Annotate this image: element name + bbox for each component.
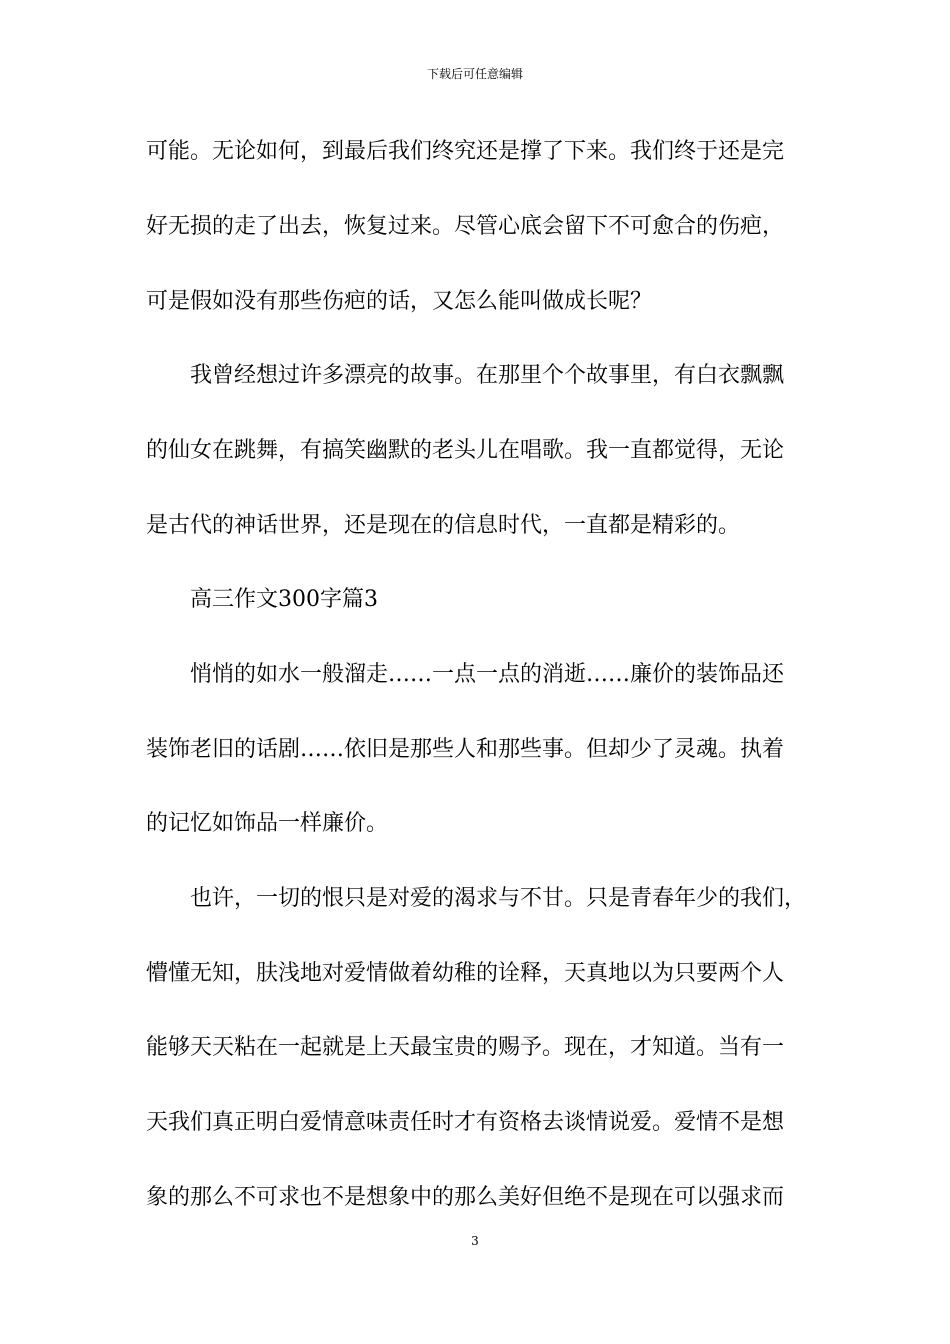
- body-line: 可是假如没有那些伤疤的话，又怎么能叫做成长呢？: [146, 289, 653, 314]
- body-line: 能够天天粘在一起就是上天最宝贵的赐予。现在，才知道。当有一: [146, 1035, 785, 1060]
- page-number: 3: [471, 1234, 479, 1248]
- page-header: 下载后可任意编辑: [426, 67, 523, 81]
- body-line: 装饰老旧的话剧……依旧是那些人和那些事。但却少了灵魂。执着: [146, 737, 785, 762]
- body-line: 是古代的神话世界，还是现在的信息时代，一直都是精彩的。: [146, 513, 741, 538]
- section-heading: 高三作文300字篇3: [190, 587, 378, 612]
- body-line: 的仙女在跳舞，有搞笑幽默的老头儿在唱歌。我一直都觉得，无论: [146, 438, 785, 463]
- body-line: 的记忆如饰品一样廉价。: [146, 811, 389, 836]
- paragraph-start-line: 悄悄的如水一般溜走……一点一点的消逝……廉价的装饰品还: [190, 662, 785, 687]
- paragraph-start-line: 我曾经想过许多漂亮的故事。在那里个个故事里，有白衣飘飘: [190, 363, 785, 388]
- body-line: 可能。无论如何，到最后我们终究还是撑了下来。我们终于还是完: [146, 139, 785, 164]
- body-line: 好无损的走了出去，恢复过来。尽管心底会留下不可愈合的伤疤，: [146, 214, 785, 239]
- paragraph-start-line: 也许，一切的恨只是对爱的渴求与不甘。只是青春年少的我们，: [190, 886, 807, 911]
- body-line: 天我们真正明白爱情意味责任时才有资格去谈情说爱。爱情不是想: [146, 1110, 785, 1135]
- body-line: 懵懂无知，肤浅地对爱情做着幼稚的诠释，天真地以为只要两个人: [146, 961, 785, 986]
- body-line: 象的那么不可求也不是想象中的那么美好但绝不是现在可以强求而: [146, 1185, 785, 1210]
